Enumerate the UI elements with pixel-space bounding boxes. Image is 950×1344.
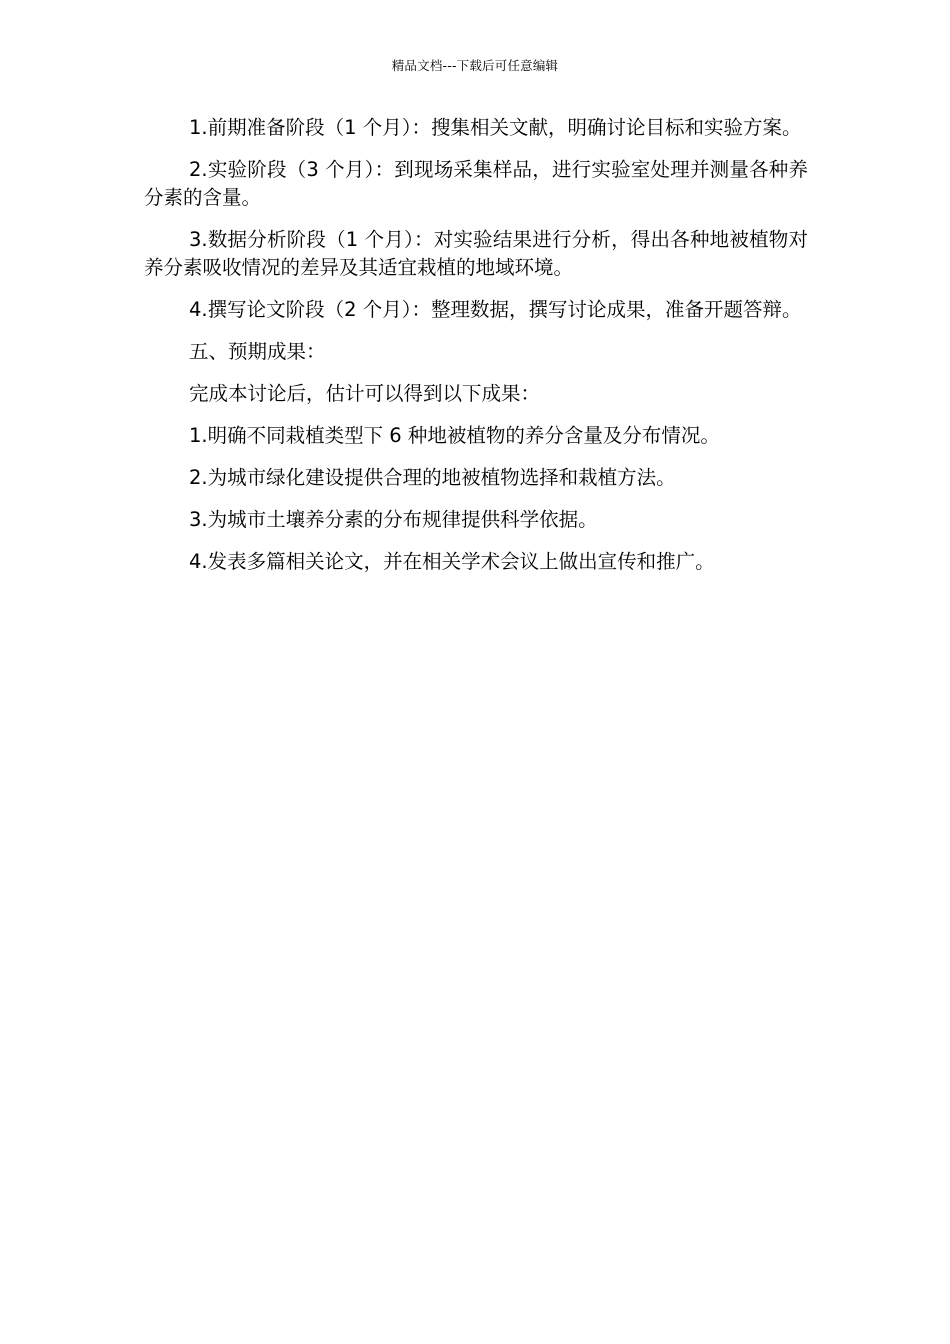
- paragraph-result-3: 3.为城市土壤养分素的分布规律提供科学依据。: [189, 508, 598, 531]
- paragraph-result-2: 2.为城市绿化建设提供合理的地被植物选择和栽植方法。: [189, 466, 676, 489]
- paragraph-stage-3: 3.数据分析阶段（1 个月）：对实验结果进行分析，得出各种地被植物对养分素吸收情况的差异及其适宜栽植的地域环境。: [144, 228, 808, 279]
- paragraph-result-4: 4.发表多篇相关论文，并在相关学术会议上做出宣传和推广。: [189, 550, 715, 573]
- document-body: [144, 114, 808, 590]
- paragraph-results-intro: 完成本讨论后，估计可以得到以下成果：: [189, 382, 541, 405]
- paragraph-stage-4: 4.撰写论文阶段（2 个月）：整理数据，撰写讨论成果，准备开题答辩。: [189, 298, 802, 321]
- paragraph-result-1: 1.明确不同栽植类型下 6 种地被植物的养分含量及分布情况。: [189, 424, 720, 447]
- section-heading-expected-results: 五、预期成果：: [189, 340, 326, 363]
- paragraph-stage-1: 1.前期准备阶段（1 个月）：搜集相关文献，明确讨论目标和实验方案。: [189, 116, 802, 139]
- paragraph-stage-2: 2.实验阶段（3 个月）：到现场采集样品，进行实验室处理并测量各种养分素的含量。: [144, 158, 808, 209]
- page-header: 精品文档---下载后可任意编辑: [391, 58, 559, 73]
